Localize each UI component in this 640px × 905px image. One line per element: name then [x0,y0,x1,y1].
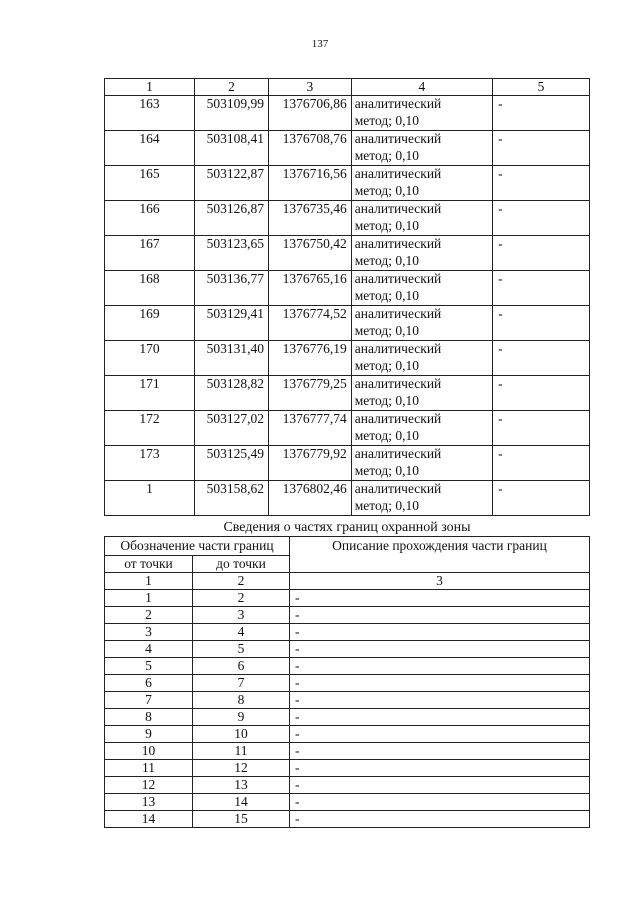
boundary-description: - [290,624,590,641]
method-accuracy [351,411,492,446]
from-point: 10 [105,743,193,760]
boundary-description: - [290,726,590,743]
method-accuracy [351,96,492,131]
coordinate-row [105,341,590,376]
coordinate-x: 503123,65 [195,236,269,271]
to-point: 3 [193,607,290,624]
coordinate-x: 503125,49 [195,446,269,481]
column-5-value: - [493,341,590,376]
from-point: 1 [105,590,193,607]
coordinate-row [105,236,590,271]
coord-header-col-4: 4 [351,79,492,96]
method-line-1: аналитический [354,481,442,496]
boundary-description: - [290,760,590,777]
method-line-2: метод; 0,10 [354,252,419,268]
coordinates-header-row [105,79,590,96]
point-number: 163 [105,96,195,131]
column-5-value: - [493,201,590,236]
coordinate-row [105,96,590,131]
coord-header-col-2: 2 [195,79,269,96]
coordinate-y: 1376708,76 [268,131,351,166]
method-line-1: аналитический [354,166,442,181]
parts-column-numbers-row [105,573,590,590]
boundary-part-row [105,675,590,692]
coordinate-y: 1376706,86 [268,96,351,131]
coordinate-row [105,446,590,481]
parts-header-row [105,537,590,556]
to-point: 15 [193,811,290,828]
boundary-part-row [105,709,590,726]
boundary-description: - [290,675,590,692]
coord-header-col-5: 5 [493,79,590,96]
to-point: 6 [193,658,290,675]
boundary-part-row [105,641,590,658]
to-point: 7 [193,675,290,692]
method-accuracy [351,201,492,236]
method-accuracy [351,341,492,376]
boundary-description: - [290,658,590,675]
from-point: 2 [105,607,193,624]
page-number: 137 [311,38,329,50]
from-point: 4 [105,641,193,658]
header-to-point: до точки [193,556,290,573]
from-point: 12 [105,777,193,794]
boundary-description: - [290,709,590,726]
coordinate-row [105,131,590,166]
from-point: 6 [105,675,193,692]
from-point: 3 [105,624,193,641]
boundary-part-row [105,760,590,777]
coordinate-row [105,411,590,446]
coordinate-y: 1376774,52 [268,306,351,341]
point-number: 170 [105,341,195,376]
coordinate-x: 503126,87 [195,201,269,236]
coordinate-y: 1376777,74 [268,411,351,446]
coordinate-row [105,201,590,236]
to-point: 5 [193,641,290,658]
coordinate-x: 503131,40 [195,341,269,376]
to-point: 11 [193,743,290,760]
method-line-1: аналитический [354,341,442,356]
point-number: 165 [105,166,195,201]
from-point: 5 [105,658,193,675]
column-5-value: - [493,131,590,166]
method-accuracy [351,306,492,341]
coordinate-x: 503128,82 [195,376,269,411]
from-point: 7 [105,692,193,709]
boundary-part-row [105,743,590,760]
boundary-part-row [105,811,590,828]
boundary-part-row [105,726,590,743]
from-point: 14 [105,811,193,828]
method-line-2: метод; 0,10 [354,462,419,478]
method-accuracy [351,446,492,481]
point-number: 166 [105,201,195,236]
boundary-description: - [290,692,590,709]
boundary-part-row [105,607,590,624]
parts-col-number-3: 3 [290,573,590,590]
point-number: 169 [105,306,195,341]
coordinate-y: 1376776,19 [268,341,351,376]
method-line-2: метод; 0,10 [354,392,419,408]
method-line-1: аналитический [354,376,442,391]
to-point: 2 [193,590,290,607]
to-point: 12 [193,760,290,777]
coordinate-y: 1376735,46 [268,201,351,236]
method-line-2: метод; 0,10 [354,427,419,443]
method-accuracy [351,271,492,306]
method-line-1: аналитический [354,236,442,251]
method-line-1: аналитический [354,411,442,426]
boundary-description: - [290,641,590,658]
coord-header-col-3: 3 [268,79,351,96]
column-5-value: - [493,376,590,411]
header-boundary-description: Описание прохождения части границ [290,537,590,573]
method-accuracy [351,236,492,271]
method-line-2: метод; 0,10 [354,357,419,373]
boundary-part-row [105,624,590,641]
coordinate-row [105,376,590,411]
column-5-value: - [493,306,590,341]
from-point: 13 [105,794,193,811]
header-from-point: от точки [105,556,193,573]
boundary-part-row [105,794,590,811]
boundary-part-row [105,658,590,675]
parts-col-number-2: 2 [193,573,290,590]
boundary-description: - [290,794,590,811]
method-line-1: аналитический [354,446,442,461]
column-5-value: - [493,166,590,201]
boundary-description: - [290,590,590,607]
coordinate-row [105,481,590,516]
coordinate-x: 503129,41 [195,306,269,341]
column-5-value: - [493,236,590,271]
method-line-1: аналитический [354,96,442,111]
from-point: 8 [105,709,193,726]
column-5-value: - [493,446,590,481]
coordinate-x: 503108,41 [195,131,269,166]
boundary-description: - [290,777,590,794]
method-line-2: метод; 0,10 [354,182,419,198]
coordinate-y: 1376802,46 [268,481,351,516]
column-5-value: - [493,96,590,131]
boundary-part-row [105,590,590,607]
to-point: 4 [193,624,290,641]
point-number: 164 [105,131,195,166]
coordinate-y: 1376779,25 [268,376,351,411]
to-point: 8 [193,692,290,709]
method-accuracy [351,131,492,166]
column-5-value: - [493,411,590,446]
method-line-2: метод; 0,10 [354,217,419,233]
boundary-description: - [290,811,590,828]
coordinate-y: 1376716,56 [268,166,351,201]
boundary-part-row [105,692,590,709]
coord-header-col-1: 1 [105,79,195,96]
to-point: 13 [193,777,290,794]
point-number: 1 [105,481,195,516]
coordinate-row [105,271,590,306]
boundary-parts-table [104,536,590,828]
coordinate-row [105,306,590,341]
coordinate-y: 1376779,92 [268,446,351,481]
point-number: 172 [105,411,195,446]
coordinates-table [104,78,590,516]
method-line-1: аналитический [354,201,442,216]
coordinate-x: 503122,87 [195,166,269,201]
column-5-value: - [493,271,590,306]
coordinate-y: 1376765,16 [268,271,351,306]
point-number: 168 [105,271,195,306]
coordinate-x: 503109,99 [195,96,269,131]
coordinate-x: 503158,62 [195,481,269,516]
boundary-part-row [105,777,590,794]
method-line-2: метод; 0,10 [354,322,419,338]
method-accuracy [351,376,492,411]
method-line-1: аналитический [354,271,442,286]
point-number: 167 [105,236,195,271]
coordinate-x: 503136,77 [195,271,269,306]
parts-col-number-1: 1 [105,573,193,590]
section-title: Сведения о частях границ охранной зоны [223,520,471,535]
coordinate-row [105,166,590,201]
header-boundary-part-designation: Обозначение части границ [105,537,290,556]
method-line-2: метод; 0,10 [354,112,419,128]
point-number: 173 [105,446,195,481]
column-5-value: - [493,481,590,516]
point-number: 171 [105,376,195,411]
coordinate-x: 503127,02 [195,411,269,446]
method-line-2: метод; 0,10 [354,497,419,513]
method-accuracy [351,481,492,516]
from-point: 9 [105,726,193,743]
coordinates-table-body [105,96,590,516]
boundary-parts-body [105,537,590,828]
coordinate-y: 1376750,42 [268,236,351,271]
boundary-description: - [290,743,590,760]
method-line-1: аналитический [354,306,442,321]
method-line-2: метод; 0,10 [354,287,419,303]
method-line-2: метод; 0,10 [354,147,419,163]
from-point: 11 [105,760,193,777]
to-point: 9 [193,709,290,726]
to-point: 14 [193,794,290,811]
to-point: 10 [193,726,290,743]
method-accuracy [351,166,492,201]
method-line-1: аналитический [354,131,442,146]
boundary-description: - [290,607,590,624]
